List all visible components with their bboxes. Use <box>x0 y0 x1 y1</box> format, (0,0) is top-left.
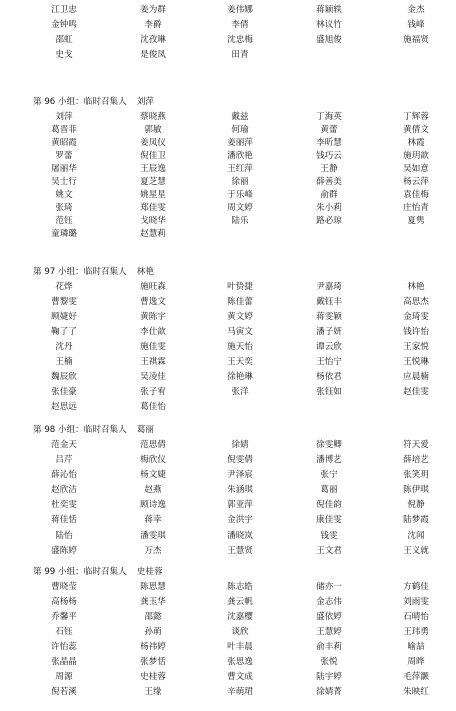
name-row <box>0 545 456 558</box>
name-row <box>0 401 456 414</box>
member-name: 黄倩文 <box>403 125 429 135</box>
member-name: 顾诗逸 <box>140 500 166 510</box>
member-name: 杨云萍 <box>403 177 429 187</box>
member-name: 金琦雯 <box>403 312 429 322</box>
name-row <box>0 626 456 639</box>
member-name: 王玮勇 <box>403 627 429 637</box>
member-name: 钱雯 <box>320 531 338 541</box>
member-name: 朱小莉 <box>316 203 342 213</box>
member-name: 金洪宇 <box>227 515 253 525</box>
member-name: 曹文成 <box>227 672 253 682</box>
member-name: 丁海英 <box>316 112 342 122</box>
member-name: 孙萌 <box>144 627 162 637</box>
member-name: 郭亚萍 <box>227 500 253 510</box>
name-row <box>0 514 456 527</box>
name-row <box>0 215 456 228</box>
member-name: 康佳雯 <box>316 515 342 525</box>
member-name: 顾婕好 <box>51 312 77 322</box>
member-name: 吴凌佳 <box>140 372 166 382</box>
name-row <box>0 19 456 32</box>
member-name: 林霞 <box>407 138 425 148</box>
member-name: 路必琼 <box>316 216 342 226</box>
member-name: 朱涵琪 <box>227 485 253 495</box>
member-name: 姚星星 <box>140 190 166 200</box>
name-row <box>0 469 456 482</box>
member-name: 杜奕雯 <box>51 500 77 510</box>
group-leader: 林艳 <box>136 267 154 277</box>
member-name: 屠丽华 <box>51 164 77 174</box>
member-name: 周源 <box>55 672 73 682</box>
member-name: 李昕慧 <box>316 138 342 148</box>
group-header <box>33 96 154 109</box>
member-name: 龚云帆 <box>227 597 253 607</box>
member-name: 张晶晶 <box>51 657 77 667</box>
name-row <box>0 176 456 189</box>
member-name: 林艳 <box>407 282 425 292</box>
member-name: 万杰 <box>144 546 162 556</box>
member-name: 沈忠梅 <box>227 35 253 45</box>
member-name: 何瑜 <box>231 125 249 135</box>
member-name: 葛佳怡 <box>140 402 166 412</box>
member-name: 潘晓岚 <box>227 531 253 541</box>
member-name: 李爵 <box>144 20 162 30</box>
member-name: 倪静 <box>407 500 425 510</box>
member-name: 徐婧菁 <box>316 687 342 697</box>
member-name: 石晴怡 <box>403 612 429 622</box>
group-leader: 葛丽 <box>136 425 154 435</box>
name-row <box>0 454 456 467</box>
member-name: 沈闻 <box>407 531 425 541</box>
member-name: 叶贽捷 <box>227 282 253 292</box>
member-name: 辛萌珺 <box>227 687 253 697</box>
member-name: 于乐峰 <box>227 190 253 200</box>
name-row <box>0 499 456 512</box>
member-name: 施玥歆 <box>403 151 429 161</box>
member-name: 范思倩 <box>140 440 166 450</box>
member-name: 魏辰欣 <box>51 372 77 382</box>
group-leader: 史桂蓉 <box>136 567 163 577</box>
member-name: 张梦恬 <box>140 657 166 667</box>
member-name: 沈孜琳 <box>140 35 166 45</box>
name-row <box>0 530 456 543</box>
member-name: 葛丽 <box>320 485 338 495</box>
member-name: 张洋 <box>231 387 249 397</box>
member-name: 田青 <box>231 50 249 60</box>
member-name: 徐艳琳 <box>227 372 253 382</box>
member-name: 赵欣洁 <box>51 485 77 495</box>
name-row <box>0 150 456 163</box>
member-name: 盛陈婷 <box>51 546 77 556</box>
member-name: 张悦 <box>320 657 338 667</box>
name-row <box>0 111 456 124</box>
member-name: 倪若溪 <box>51 687 77 697</box>
member-name: 张子宥 <box>140 387 166 397</box>
member-name: 陆怡 <box>55 531 73 541</box>
name-row <box>0 671 456 684</box>
group-leader: 刘萍 <box>136 97 154 107</box>
member-name: 徐丽 <box>231 177 249 187</box>
member-name: 梅欣仪 <box>140 455 166 465</box>
name-row <box>0 686 456 699</box>
member-name: 尹泽宸 <box>227 470 253 480</box>
member-name: 王文君 <box>316 546 342 556</box>
member-name: 张琦 <box>55 203 73 213</box>
group-header <box>33 266 154 279</box>
member-name: 张佳豪 <box>51 387 77 397</box>
group-header <box>33 424 154 437</box>
name-row <box>0 656 456 669</box>
member-name: 范金天 <box>51 440 77 450</box>
member-name: 江卫忠 <box>51 5 77 15</box>
member-name: 鞠了了 <box>51 327 77 337</box>
member-name: 郭敏 <box>144 125 162 135</box>
member-name: 黄蕾 <box>320 125 338 135</box>
member-name: 吴士行 <box>51 177 77 187</box>
member-name: 盛旭俊 <box>316 35 342 45</box>
member-name: 赵思远 <box>51 402 77 412</box>
member-name: 葛晋菲 <box>51 125 77 135</box>
member-name: 姚文 <box>55 190 73 200</box>
member-name: 邵懿 <box>144 612 162 622</box>
member-name: 是俊凤 <box>140 50 166 60</box>
member-name: 潘子妍 <box>316 327 342 337</box>
name-row <box>0 311 456 324</box>
member-name: 丁辉蓉 <box>403 112 429 122</box>
member-name: 曹逸文 <box>140 297 166 307</box>
member-name: 徐雯卿 <box>316 440 342 450</box>
member-name: 谈欣 <box>231 627 249 637</box>
member-name: 赵燕 <box>144 485 162 495</box>
member-name: 钱许怡 <box>403 327 429 337</box>
member-name: 王天奕 <box>227 357 253 367</box>
member-name: 黄陈宇 <box>140 312 166 322</box>
member-name: 赵佳雯 <box>403 387 429 397</box>
member-name: 蒋雯颖 <box>316 312 342 322</box>
member-name: 姜为群 <box>140 5 166 15</box>
member-name: 倪佳卫 <box>140 151 166 161</box>
member-name: 高杨杨 <box>51 597 77 607</box>
member-name: 史桂蓉 <box>140 672 166 682</box>
member-name: 周文婷 <box>227 203 253 213</box>
member-name: 王慧贤 <box>227 546 253 556</box>
member-name: 史戈 <box>55 50 73 60</box>
group-header <box>33 566 163 579</box>
member-name: 薛培艺 <box>403 455 429 465</box>
member-name: 沈嘉樱 <box>227 612 253 622</box>
member-name: 蒋佳恬 <box>51 515 77 525</box>
member-name: 徐婧 <box>231 440 249 450</box>
name-row <box>0 371 456 384</box>
member-name: 戴钰丰 <box>316 297 342 307</box>
group-title: 第 96 小组：临时召集人 <box>33 97 127 107</box>
member-name: 乔馨平 <box>51 612 77 622</box>
member-name: 吕芹 <box>55 455 73 465</box>
name-row <box>0 326 456 339</box>
member-name: 吴如意 <box>403 164 429 174</box>
name-row <box>0 596 456 609</box>
name-row <box>0 202 456 215</box>
member-name: 范钰 <box>55 216 73 226</box>
member-name: 金志伟 <box>316 597 342 607</box>
member-name: 郑佳雯 <box>140 203 166 213</box>
name-row <box>0 296 456 309</box>
member-name: 毛萍灏 <box>403 672 429 682</box>
name-row <box>0 439 456 452</box>
member-name: 花烨 <box>55 282 73 292</box>
member-name: 刘萍 <box>55 112 73 122</box>
member-name: 陆乐 <box>231 216 249 226</box>
name-row <box>0 137 456 150</box>
member-name: 施天怡 <box>227 342 253 352</box>
member-name: 杨文婕 <box>140 470 166 480</box>
member-name: 张笑玥 <box>403 470 429 480</box>
member-name: 王义就 <box>403 546 429 556</box>
member-name: 施福贤 <box>403 35 429 45</box>
member-name: 曹黎雯 <box>51 297 77 307</box>
member-name: 蔡晓燕 <box>140 112 166 122</box>
member-name: 戈晓华 <box>140 216 166 226</box>
member-name: 王怡宁 <box>316 357 342 367</box>
member-name: 邵虹 <box>55 35 73 45</box>
member-name: 陈伊琪 <box>403 485 429 495</box>
member-name: 薛沁怡 <box>51 470 77 480</box>
name-row <box>0 281 456 294</box>
member-name: 蒋幸 <box>144 515 162 525</box>
member-name: 林议竹 <box>316 20 342 30</box>
member-name: 黄文婷 <box>227 312 253 322</box>
member-name: 童璘璐 <box>51 229 77 239</box>
member-name: 王静 <box>320 164 338 174</box>
member-name: 张思逸 <box>227 657 253 667</box>
group-title: 第 98 小组：临时召集人 <box>33 425 127 435</box>
member-name: 谭云欣 <box>316 342 342 352</box>
member-name: 俞丰莉 <box>316 642 342 652</box>
member-name: 钱峰 <box>407 20 425 30</box>
member-name: 陈佳蕾 <box>227 297 253 307</box>
member-name: 罗蕾 <box>55 151 73 161</box>
member-name: 王祺霖 <box>140 357 166 367</box>
member-name: 高思杰 <box>403 297 429 307</box>
member-name: 盛依婷 <box>316 612 342 622</box>
member-name: 符天爱 <box>403 440 429 450</box>
member-name: 潘欣艳 <box>227 151 253 161</box>
member-name: 张钰如 <box>316 387 342 397</box>
name-row <box>0 356 456 369</box>
name-row <box>0 611 456 624</box>
member-name: 王楠 <box>55 357 73 367</box>
name-row <box>0 124 456 137</box>
member-name: 张宁 <box>320 470 338 480</box>
member-name: 潘博艺 <box>316 455 342 465</box>
member-name: 俞群 <box>320 190 338 200</box>
member-name: 薛善美 <box>316 177 342 187</box>
member-name: 石钰 <box>55 627 73 637</box>
member-name: 王缘 <box>144 687 162 697</box>
name-row <box>0 34 456 47</box>
member-name: 李仕歆 <box>140 327 166 337</box>
name-row <box>0 163 456 176</box>
member-name: 王家悦 <box>403 342 429 352</box>
member-name: 许怡蕊 <box>51 642 77 652</box>
member-name: 夏芝慧 <box>140 177 166 187</box>
member-name: 蒋颖轶 <box>316 5 342 15</box>
member-name: 钱巧云 <box>316 151 342 161</box>
member-name: 储亦一 <box>316 582 342 592</box>
member-name: 尹嘉琦 <box>316 282 342 292</box>
name-row <box>0 4 456 17</box>
member-name: 叶丰晨 <box>227 642 253 652</box>
member-name: 周晔 <box>407 657 425 667</box>
member-name: 朱映红 <box>403 687 429 697</box>
member-name: 方鹤佳 <box>403 582 429 592</box>
member-name: 应晨楠 <box>403 372 429 382</box>
member-name: 倪佳韵 <box>316 500 342 510</box>
member-name: 陈思慧 <box>140 582 166 592</box>
member-name: 王慧婷 <box>316 627 342 637</box>
member-name: 戴兹 <box>231 112 249 122</box>
member-name: 王红萍 <box>227 164 253 174</box>
name-row <box>0 189 456 202</box>
member-name: 赵慧莉 <box>140 229 166 239</box>
member-name: 王辰逸 <box>140 164 166 174</box>
member-name: 施佳雯 <box>140 342 166 352</box>
name-row <box>0 581 456 594</box>
name-row <box>0 386 456 399</box>
name-row <box>0 49 456 62</box>
name-row <box>0 484 456 497</box>
member-name: 夏隽 <box>407 216 425 226</box>
member-name: 杨依君 <box>316 372 342 382</box>
member-name: 金钟鸣 <box>51 20 77 30</box>
name-row <box>0 641 456 654</box>
name-row <box>0 341 456 354</box>
member-name: 喻喆 <box>407 642 425 652</box>
member-name: 庄怡青 <box>403 203 429 213</box>
member-name: 倪雯倩 <box>227 455 253 465</box>
member-name: 陈志皓 <box>227 582 253 592</box>
group-title: 第 99 小组：临时召集人 <box>33 567 127 577</box>
member-name: 施旺森 <box>140 282 166 292</box>
member-name: 沈丹 <box>55 342 73 352</box>
member-name: 黄昭霞 <box>51 138 77 148</box>
member-name: 袁佳梅 <box>403 190 429 200</box>
member-name: 龚玉华 <box>140 597 166 607</box>
group-title: 第 97 小组：临时召集人 <box>33 267 127 277</box>
member-name: 杨祎婷 <box>140 642 166 652</box>
member-name: 王悦琳 <box>403 357 429 367</box>
member-name: 姜丽萍 <box>227 138 253 148</box>
member-name: 陆宇婷 <box>316 672 342 682</box>
member-name: 金杰 <box>407 5 425 15</box>
member-name: 曹晓莹 <box>51 582 77 592</box>
member-name: 姜伟娜 <box>227 5 253 15</box>
member-name: 潘雯琪 <box>140 531 166 541</box>
name-row <box>0 228 456 241</box>
member-name: 姜凤仪 <box>140 138 166 148</box>
member-name: 李倩 <box>231 20 249 30</box>
member-name: 陆梦霞 <box>403 515 429 525</box>
member-name: 马寅文 <box>227 327 253 337</box>
member-name: 刘雨雯 <box>403 597 429 607</box>
